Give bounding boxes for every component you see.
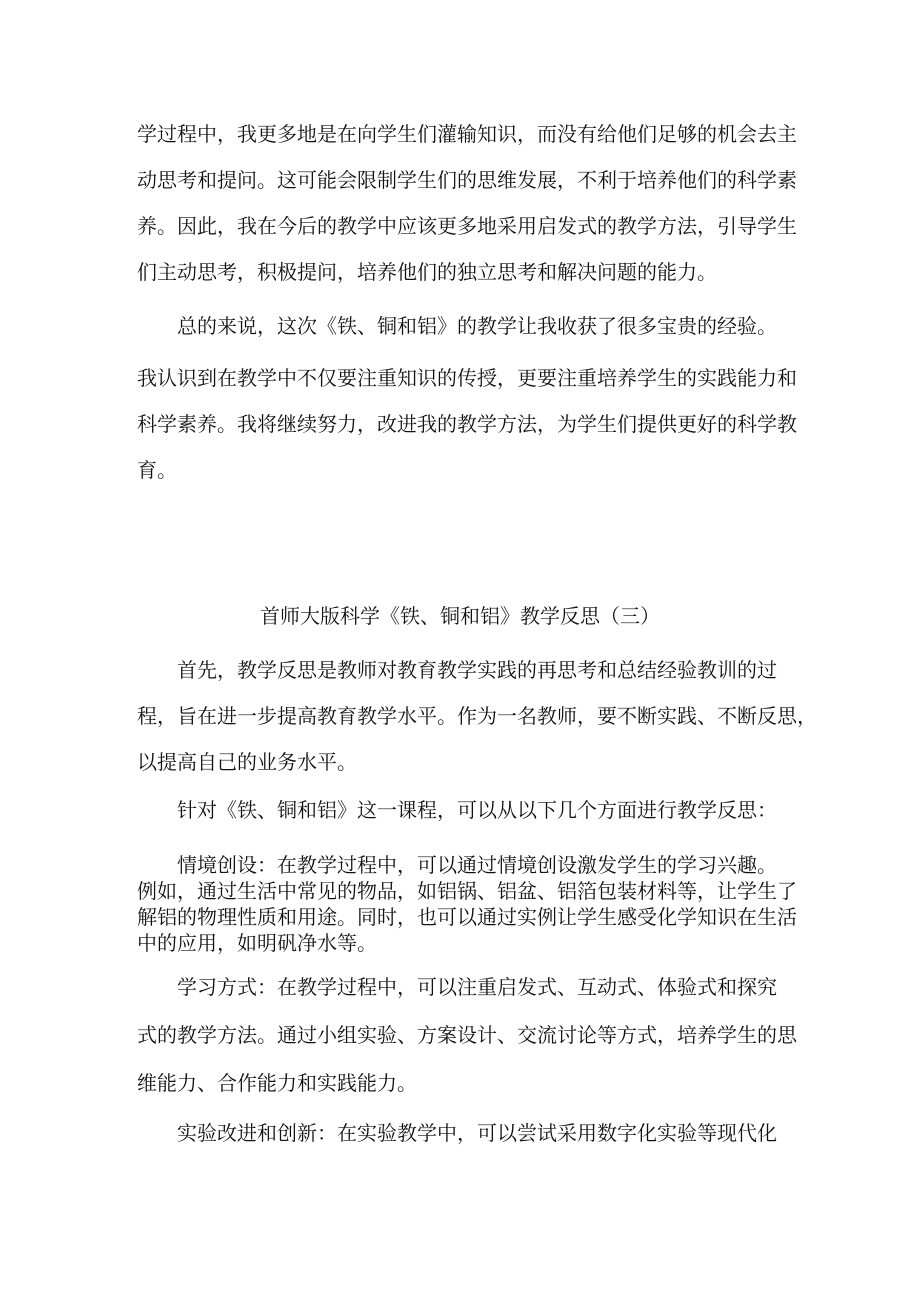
text-line: 首先，教学反思是教师对教育教学实践的再思考和总结经验教训的过 [177,658,777,682]
text-line: 程，旨在进一步提高教育教学水平。作为一名教师，要不断实践、不断反思， [137,704,817,728]
text-line: 养。因此，我在今后的教学中应该更多地采用启发式的教学方法，引导学生 [137,214,797,238]
text-line: 以提高自己的业务水平。 [137,750,357,774]
text-line: 式的教学方法。通过小组实验、方案设计、交流讨论等方式，培养学生的思 [137,1023,797,1047]
section-title: 首师大版科学《铁、铜和铝》教学反思（三） [260,604,660,628]
text-line: 维能力、合作能力和实践能力。 [137,1071,417,1095]
text-line: 总的来说，这次《铁、铜和铝》的教学让我收获了很多宝贵的经验。 [177,314,777,338]
text-line: 学过程中，我更多地是在向学生们灌输知识，而没有给他们足够的机会去主 [137,122,797,146]
text-line: 针对《铁、铜和铝》这一课程，可以从以下几个方面进行教学反思： [177,798,777,822]
text-line: 情境创设：在教学过程中，可以通过情境创设激发学生的学习兴趣。 [177,853,777,877]
text-line: 实验改进和创新：在实验教学中，可以尝试采用数字化实验等现代化 [177,1121,777,1145]
text-line: 我认识到在教学中不仅要注重知识的传授，更要注重培养学生的实践能力和 [137,366,797,390]
text-line: 们主动思考，积极提问，培养他们的独立思考和解决问题的能力。 [137,260,717,284]
text-line: 解铝的物理性质和用途。同时，也可以通过实例让学生感受化学知识在生活 [137,905,797,929]
text-line: 学习方式：在教学过程中，可以注重启发式、互动式、体验式和探究 [177,975,777,999]
text-line: 科学素养。我将继续努力，改进我的教学方法，为学生们提供更好的科学教 [137,412,797,436]
text-line: 育。 [137,458,177,482]
text-line: 例如，通过生活中常见的物品，如铝锅、铝盆、铝箔包装材料等，让学生了 [137,879,797,903]
text-line: 动思考和提问。这可能会限制学生们的思维发展，不利于培养他们的科学素 [137,168,797,192]
text-line: 中的应用，如明矾净水等。 [137,931,377,955]
